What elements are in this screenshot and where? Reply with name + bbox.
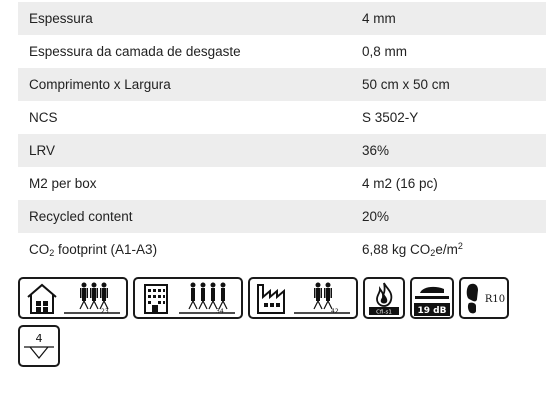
slip-resistance-icon — [459, 277, 509, 319]
spec-row-wear-layer — [18, 35, 546, 68]
spec-value: 50 cm x 50 cm — [362, 77, 450, 92]
spec-label: LRV — [29, 143, 56, 158]
spec-row-dimensions — [18, 68, 546, 101]
slip-resistance-caption: R10 — [484, 294, 506, 305]
industrial-use-icon — [248, 277, 358, 319]
impact-sound-icon — [410, 277, 454, 319]
spec-value: 0,8 mm — [362, 44, 408, 59]
spec-label: $CO_2$ footprint (A1-A3) — [29, 241, 158, 258]
spec-row-ncs — [18, 101, 546, 134]
class-number: 34 — [216, 308, 224, 315]
spec-value: 4 mm — [362, 11, 396, 26]
spec-label: Comprimento x Largura — [29, 77, 171, 92]
spec-row-co2-footprint — [18, 233, 546, 266]
specifications-table — [18, 2, 546, 266]
fire-class-caption: Cfl-s1 — [376, 309, 392, 316]
domestic-use-icon — [18, 277, 128, 319]
fire-class-icon — [363, 277, 405, 319]
spec-value: 6,88 kg $CO_2e/m^2$ — [362, 241, 463, 258]
spec-value: 20% — [362, 209, 390, 224]
spec-label: Recycled content — [29, 209, 133, 224]
impact-sound-caption: 19 dB — [417, 306, 447, 316]
spec-label: Espessura — [29, 11, 93, 26]
spec-value: 36% — [362, 143, 390, 158]
class-number: 42 — [331, 308, 339, 315]
spec-row-m2-per-box — [18, 167, 546, 200]
underfloor-heating-icon — [18, 325, 60, 367]
spec-row-thickness — [18, 2, 546, 35]
spec-value: S 3502-Y — [362, 110, 419, 125]
spec-row-recycled-content — [18, 200, 546, 233]
spec-label: M2 per box — [29, 176, 97, 191]
class-number: 23 — [101, 308, 109, 315]
spec-value: 4 m2 (16 pc) — [362, 176, 438, 191]
commercial-use-icon — [133, 277, 243, 319]
spec-row-lrv — [18, 134, 546, 167]
spec-label: Espessura da camada de desgaste — [29, 44, 241, 59]
heating-caption: 4 — [35, 332, 43, 345]
certification-icons — [18, 277, 548, 373]
spec-label: NCS — [29, 110, 58, 125]
